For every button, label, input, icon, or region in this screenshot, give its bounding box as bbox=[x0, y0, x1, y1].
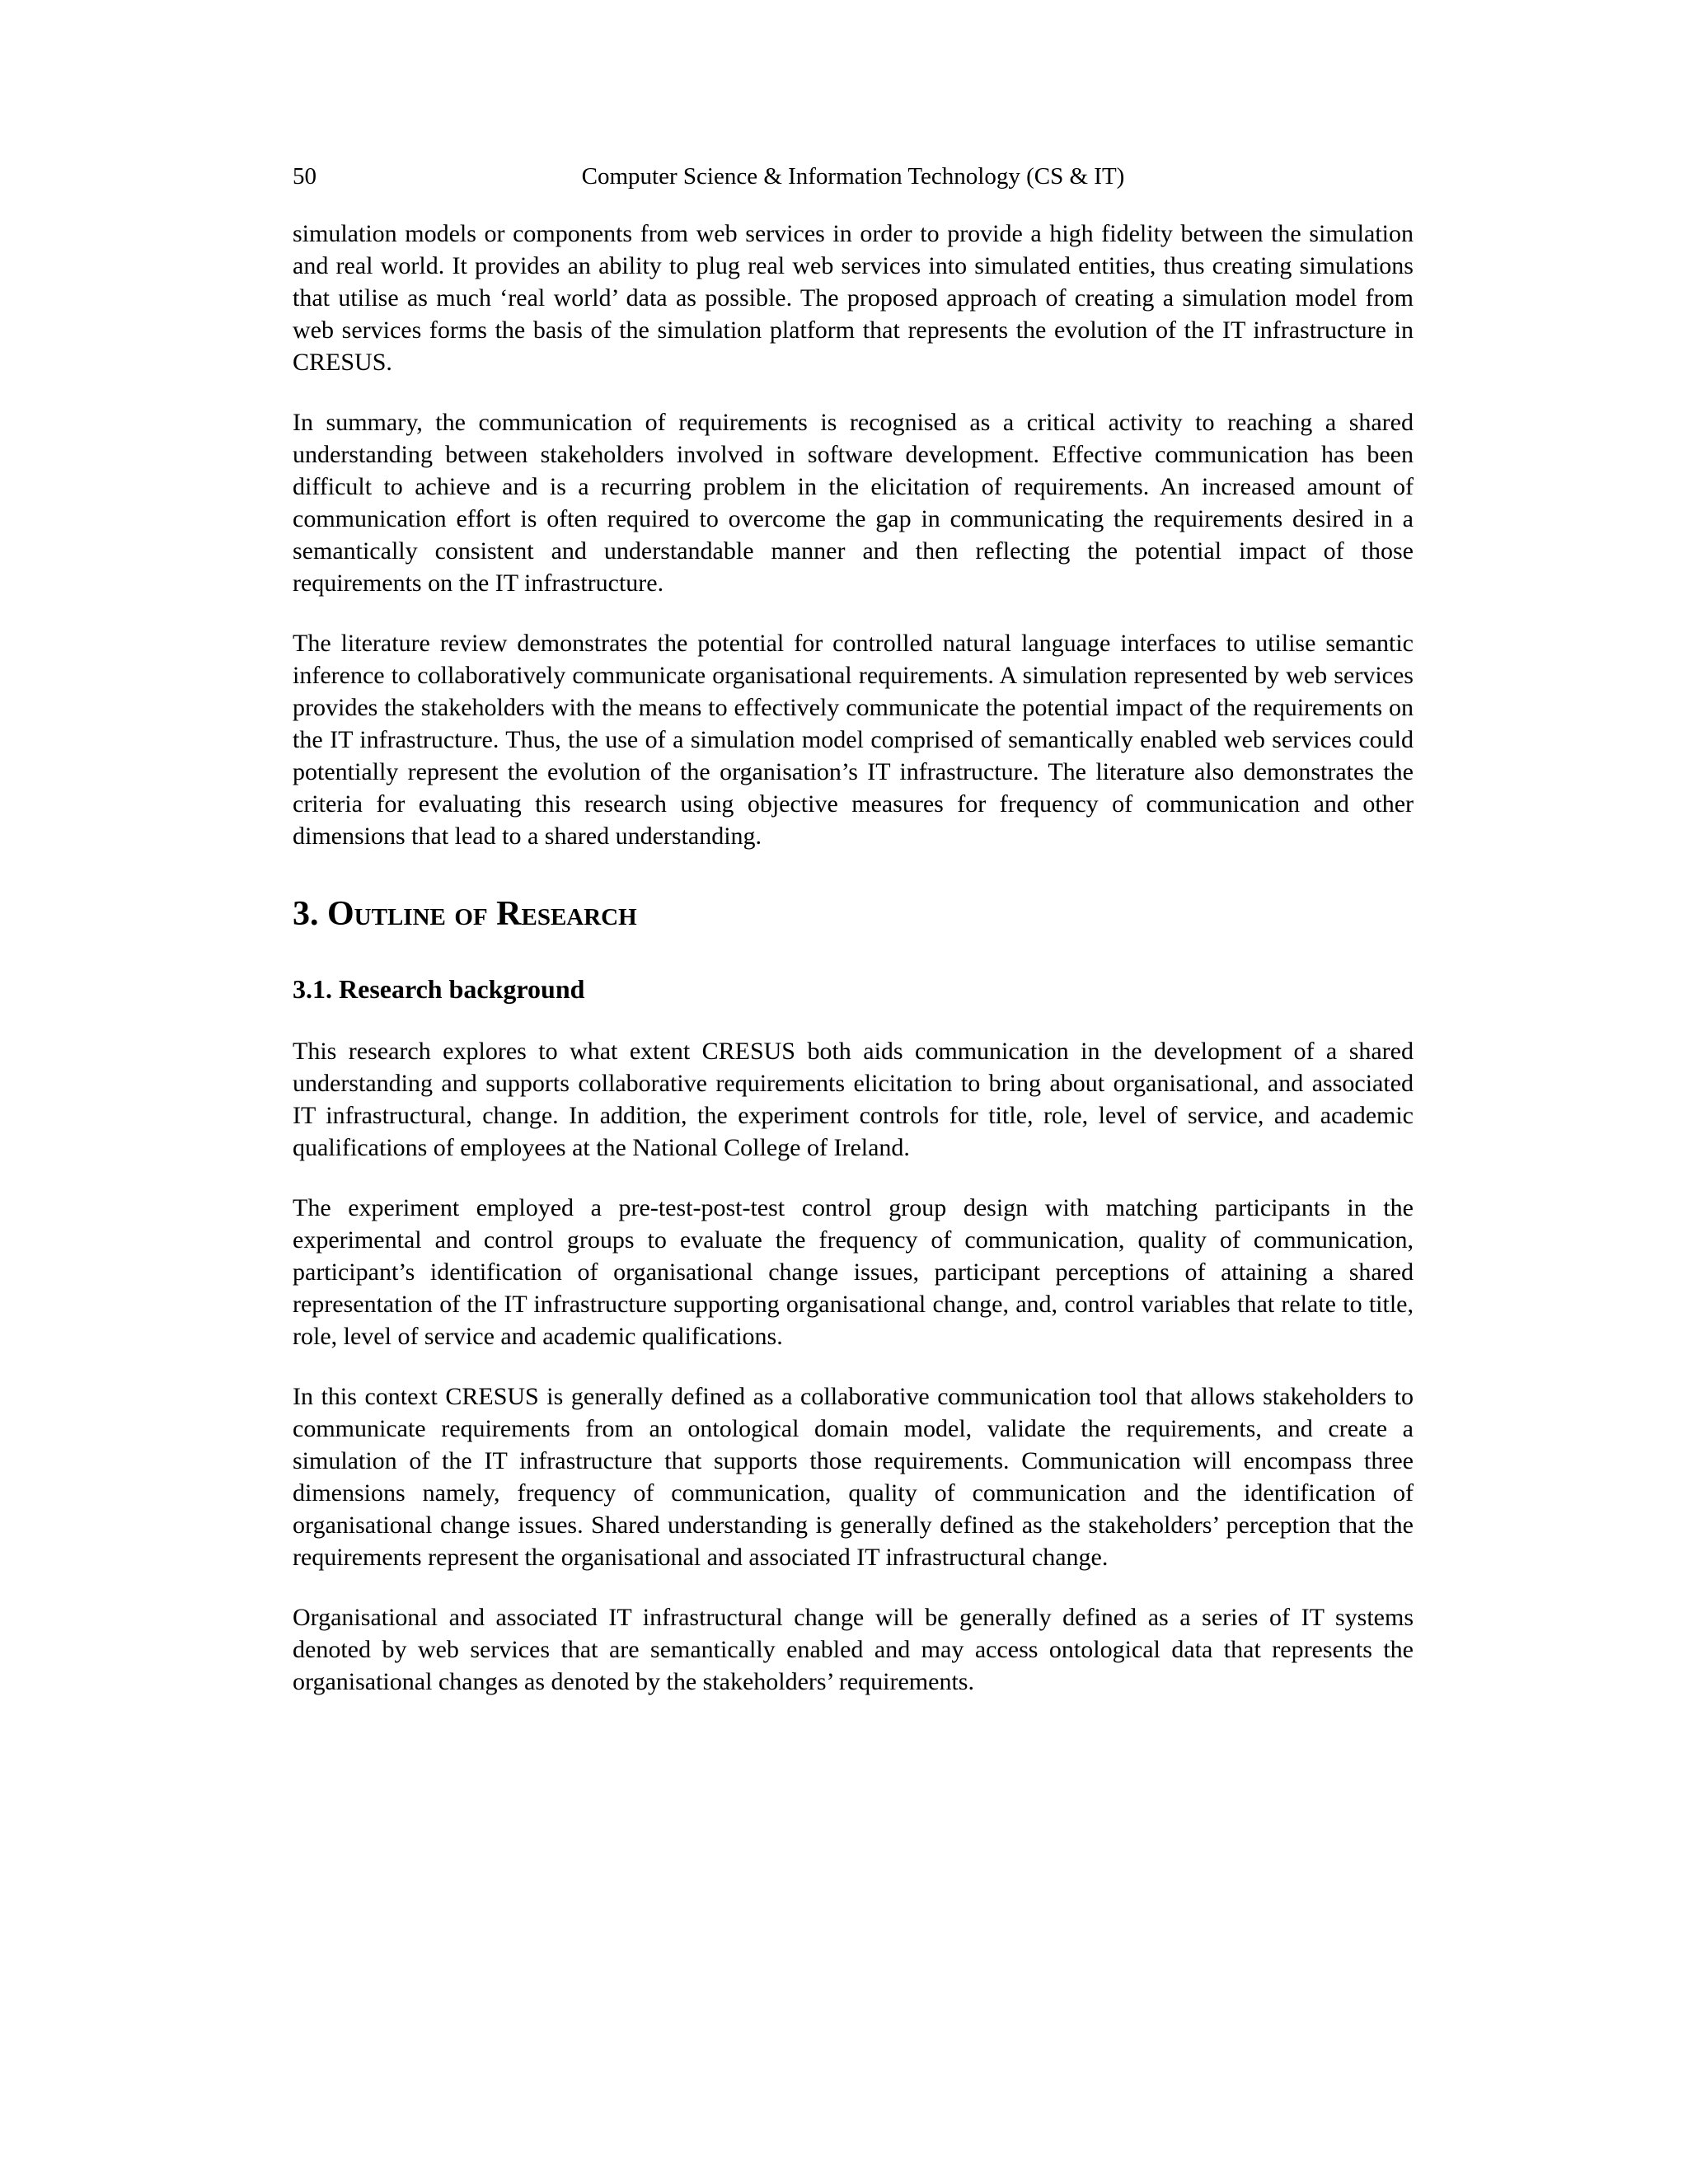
subsection-heading-research-background: 3.1. Research background bbox=[293, 974, 585, 1004]
page-number: 50 bbox=[293, 163, 316, 190]
paragraph-literature-review: The literature review demonstrates the potential for controlled natural language interfaces to utilise semantic inference to collaboratively communicate organisational requirements. A simulation represented by web services provides the stakeholders with the means to effectively communicate the potential impact of the requirements on the IT infrastructure. Thus, the use of a simulation model comprised of semantically enabled web services could potentially represent the evolution of the organisation’s IT infrastructure. The literature also demonstrates the criteria for evaluating this research using objective measures for frequency of communication and other dimensions that lead to a shared understanding. bbox=[293, 630, 1414, 850]
running-title: Computer Science & Information Technology (CS & IT) bbox=[581, 163, 1125, 190]
page-header bbox=[293, 161, 1414, 193]
paragraph-organisational-change-definition: Organisational and associated IT infrastructural change will be generally defined as a series of IT systems denoted by web services that are semantically enabled and may access ontological data that represents the organisational changes as denoted by the stakeholders’ requirements. bbox=[293, 1604, 1414, 1695]
paragraph-experiment-design: The experiment employed a pre-test-post-test control group design with matching participants in the experimental and control groups to evaluate the frequency of communication, quality of communication, participant’s identification of organisational change issues, participant perceptions of attaining a shared representation of the IT infrastructure supporting organisational change, and, control variables that relate to title, role, level of service and academic qualifications. bbox=[293, 1194, 1414, 1350]
paragraph-cresus-definition: In this context CRESUS is generally defined as a collaborative communication tool that allows stakeholders to communicate requirements from an ontological domain model, validate the requirements, and create a simulation of the IT infrastructure that supports those requirements. Communication will encompass three dimensions namely, frequency of communication, quality of communication and the identification of organisational change issues. Shared understanding is generally defined as the stakeholders’ perception that the requirements represent the organisational and associated IT infrastructural change. bbox=[293, 1383, 1414, 1571]
paragraph-simulation-models: simulation models or components from web services in order to provide a high fidelity between the simulation and real world. It provides an ability to plug real web services into simulated entities, thus creating simulations that utilise as much ‘real world’ data as possible. The proposed approach of creating a simulation model from web services forms the basis of the simulation platform that represents the evolution of the IT infrastructure in CRESUS. bbox=[293, 220, 1414, 376]
paragraph-this-research-explores: This research explores to what extent CRESUS both aids communication in the development of a shared understanding and supports collaborative requirements elicitation to bring about organisational, and associated IT infrastructural, change. In addition, the experiment controls for title, role, level of service, and academic qualifications of employees at the National College of Ireland. bbox=[293, 1038, 1414, 1161]
paragraph-in-summary: In summary, the communication of requirements is recognised as a critical activity to reaching a shared understanding between stakeholders involved in software development. Effective communication has been difficult to achieve and is a recurring problem in the elicitation of requirements. An increased amount of communication effort is often required to overcome the gap in communicating the requirements desired in a semantically consistent and understandable manner and then reflecting the potential impact of those requirements on the IT infrastructure. bbox=[293, 409, 1414, 597]
section-heading-outline-of-research: 3. Outline of Research bbox=[293, 895, 637, 933]
